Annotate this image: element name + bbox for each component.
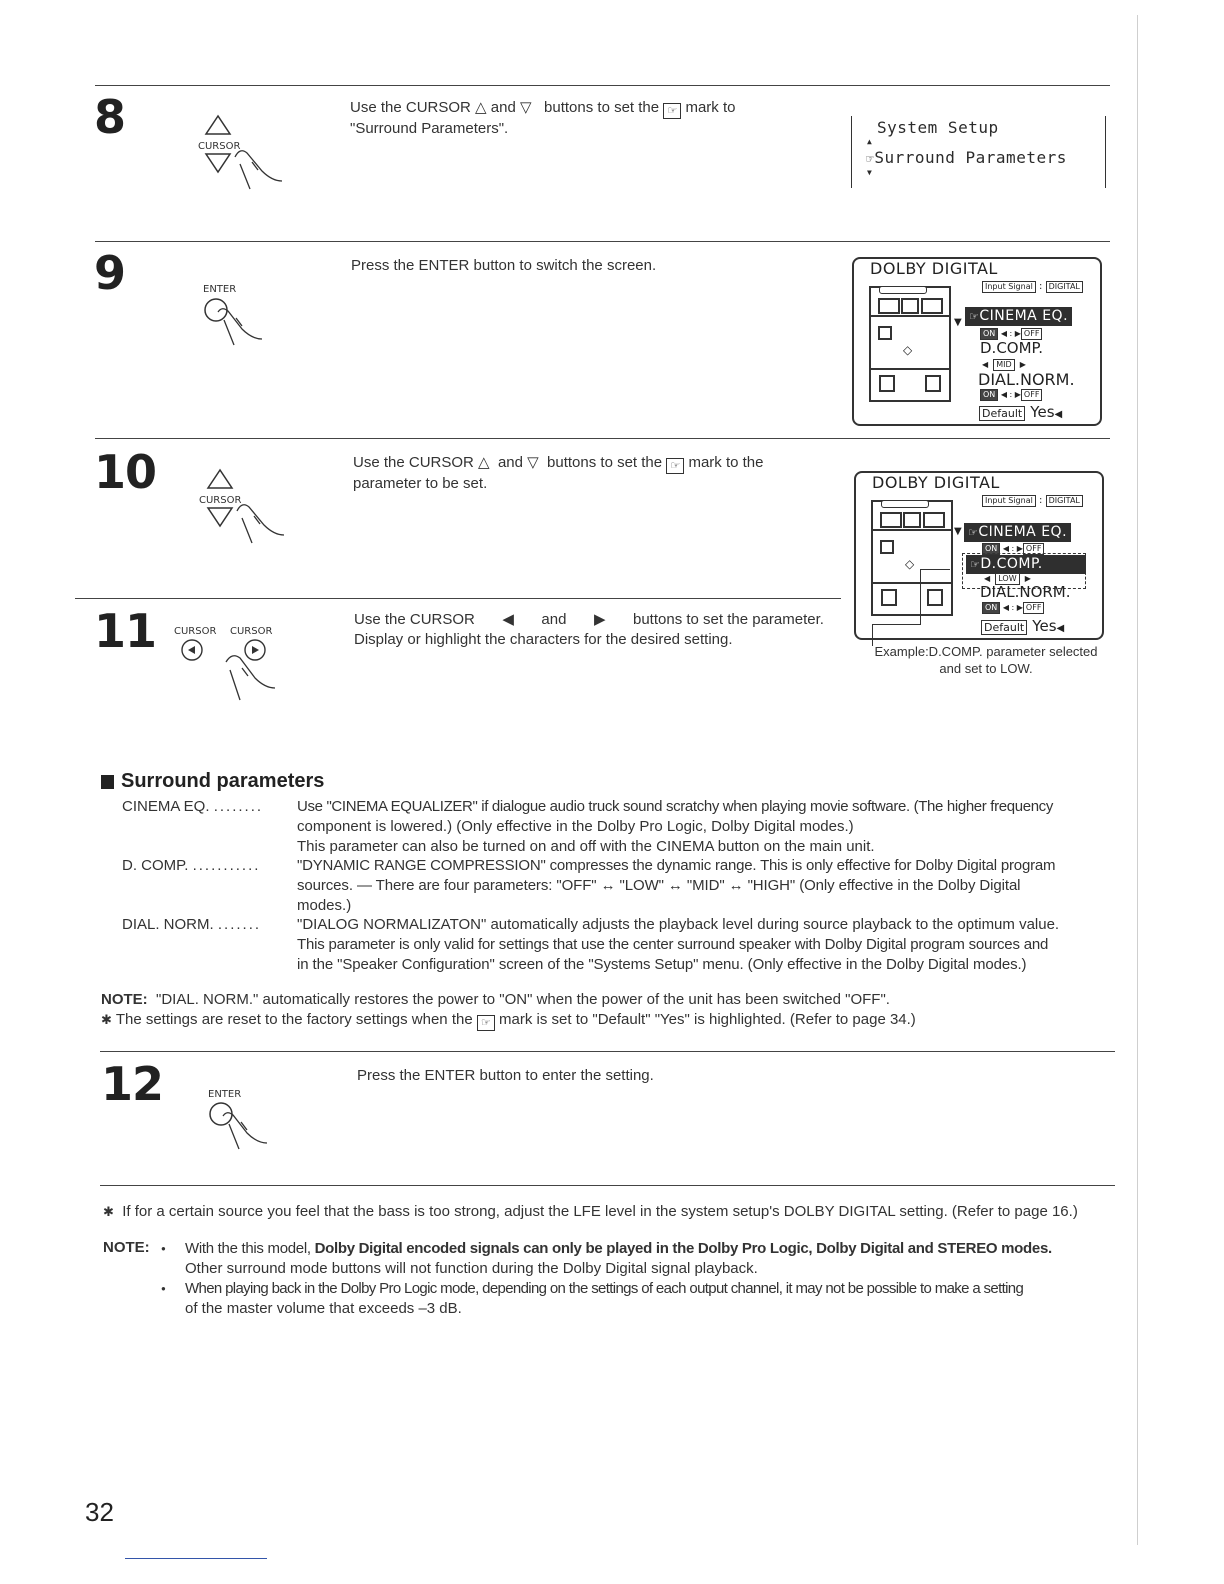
divider-step-8 [95, 85, 1110, 86]
lfe-note-text: If for a certain source you feel that the bass is too strong, adjust the LFE level in the system setup's DOLBY DIGITAL setting. (Refer to page 16.) [122, 1203, 1078, 1220]
colon: : [1039, 281, 1043, 292]
note-b1-c: Other surround mode buttons will not function during the Dolby Digital signal playback. [185, 1260, 758, 1277]
step-10-and: and [497, 454, 523, 471]
reset-text-a: The settings are reset to the factory settings when the [115, 1011, 473, 1028]
param-name: CINEMA EQ. [122, 798, 210, 815]
step-10-text-c: mark to the [688, 454, 764, 471]
off-tag: OFF [1023, 543, 1045, 555]
speaker-layout: ◇ [869, 286, 951, 402]
osd-caption-line-1: Example:D.COMP. parameter selected [874, 644, 1098, 659]
surround-parameters-line [866, 148, 1067, 167]
step-mark-icon: ☞ [666, 458, 684, 474]
param-desc-line: This parameter can also be turned on and off with the CINEMA button on the main unit. [297, 838, 875, 855]
step-12-instruction: Press the ENTER button to enter the setting. [357, 1067, 654, 1084]
footer-note-label: NOTE: [103, 1239, 150, 1256]
divider-bottom [100, 1185, 1115, 1186]
param-dots: ........ [213, 798, 264, 815]
leader-line [920, 569, 950, 570]
step-8-text-d: "Surround Parameters". [350, 120, 509, 137]
step-mark-icon: ☞ [663, 103, 681, 119]
up-arrow-icon: ▲ [867, 137, 872, 146]
off-tag: OFF [1023, 602, 1045, 614]
cinema-eq-label: CINEMA EQ. [979, 308, 1069, 324]
cursor-button-label: CURSOR [198, 141, 241, 152]
enter-hand-icon [198, 296, 288, 356]
step-number-8: 8 [94, 90, 126, 144]
leader-line [872, 624, 921, 625]
footer-bullet-2-text [185, 1279, 1125, 1319]
default-tag: Default [981, 620, 1027, 635]
bottom-rule [125, 1558, 267, 1559]
note-label: NOTE: [101, 991, 148, 1008]
mid-tag: MID [993, 359, 1014, 371]
param-desc-line: Use "CINEMA EQUALIZER" if dialogue audio truck sound scratchy when playing movie software. (The higher frequency [297, 798, 1053, 815]
footer-bullet-1-text [185, 1239, 1125, 1279]
cinema-eq-highlight [965, 307, 1072, 326]
on-tag: ON [982, 602, 1000, 614]
pointer-icon: ☞ [969, 310, 980, 323]
yes-label: Yes [1030, 403, 1055, 421]
d-comp-value: ◀ MID ▶ [982, 360, 1026, 369]
surround-parameters-text: Surround Parameters [874, 148, 1067, 167]
param-cinema-eq [122, 797, 1122, 857]
on-tag: ON [980, 389, 998, 401]
cursor-up-down-hand-icon [190, 112, 300, 192]
d-comp-label: D.COMP. [980, 339, 1044, 357]
down-arrow-icon: ▼ [867, 168, 872, 177]
param-desc-line: component is lowered.) (Only effective in the Dolby Pro Logic, Dolby Digital modes.) [297, 818, 854, 835]
off-tag: OFF [1021, 389, 1043, 401]
yes-label: Yes [1032, 617, 1057, 635]
step-mark-icon: ☞ [477, 1015, 495, 1031]
default-tag: Default [979, 406, 1025, 421]
pointer-icon: ☞ [970, 558, 981, 571]
step-number-11: 11 [94, 604, 157, 658]
low-tag: LOW [995, 573, 1019, 585]
input-signal-tag: Input Signal [982, 281, 1036, 293]
cinema-eq-highlight [964, 523, 1071, 542]
colon: : [1039, 495, 1043, 506]
param-name: D. COMP. [122, 857, 189, 874]
system-setup-title: System Setup [877, 118, 999, 137]
pointer-icon: ☞ [968, 526, 979, 539]
note-b2-b: of the master volume that exceeds –3 dB. [185, 1300, 462, 1317]
divider-step-9 [95, 241, 1110, 242]
param-dots: ....... [217, 916, 262, 933]
page-edge-line [1137, 15, 1138, 1545]
step-number-12: 12 [101, 1057, 164, 1111]
enter-button-label: ENTER [203, 284, 237, 295]
cursor-right-label: CURSOR [230, 626, 273, 637]
section-bullet-square [101, 775, 114, 789]
speaker-layout: ◇ [871, 500, 953, 616]
down-triangle-icon: ▽ [519, 99, 532, 116]
d-comp-highlight [966, 555, 1086, 574]
cursor-left-label: CURSOR [174, 626, 217, 637]
step-8-text-b: buttons to set the [544, 99, 660, 116]
cursor-up-down-hand-icon [192, 466, 302, 546]
param-desc-line: modes.) [297, 897, 352, 914]
osd-caption [866, 643, 1106, 677]
step-8-text-a: Use the CURSOR [350, 99, 471, 116]
note-b2-a: When playing back in the Dolby Pro Logic mode, depending on the settings of each output channel, it may not be possible to make a setting [185, 1280, 1024, 1297]
step-11-text-b: buttons to set the parameter. [633, 611, 824, 628]
footer-bullet-2 [161, 1279, 166, 1299]
osd-title: DOLBY DIGITAL [870, 259, 998, 278]
param-name: DIAL. NORM. [122, 916, 214, 933]
step-number-9: 9 [94, 246, 126, 300]
divider-step-11 [75, 598, 841, 599]
up-triangle-icon: △ [475, 99, 487, 116]
step-10-text-b: buttons to set the [547, 454, 663, 471]
input-signal-row [982, 281, 1083, 293]
step-10-instruction [353, 453, 833, 494]
osd-caption-line-2: and set to LOW. [939, 661, 1033, 676]
left-arrow-icon: ◀ [502, 611, 514, 628]
dial-norm-label: DIAL.NORM. [978, 370, 1075, 389]
step-10-text-d: parameter to be set. [353, 475, 488, 492]
step-8-instruction [350, 98, 830, 139]
step-10-text-a: Use the CURSOR [353, 454, 474, 471]
digital-tag: DIGITAL [1046, 281, 1083, 293]
enter-button-label: ENTER [208, 1089, 242, 1100]
surround-parameters-heading: Surround parameters [121, 770, 325, 792]
divider-step-10 [95, 438, 1110, 439]
param-desc-line: "DYNAMIC RANGE COMPRESSION" compresses the dynamic range. This is only effective for Dolby Digital program [297, 857, 1056, 874]
asterisk-icon: ✱ [101, 1012, 112, 1027]
param-dots: ........... [192, 857, 261, 874]
param-desc-line: sources. — There are four parameters: "OFF" ↔ "LOW" ↔ "MID" ↔ "HIGH" (Only effective in the Dolby Digital [297, 877, 1021, 894]
cinema-eq-label: CINEMA EQ. [978, 524, 1068, 540]
cinema-eq-value: ON ◀ : ▶ OFF [982, 543, 1044, 555]
osd-title: DOLBY DIGITAL [872, 473, 1000, 492]
lfe-note [103, 1203, 1078, 1220]
param-desc-line: This parameter is only valid for settings that use the center surround speaker with Dolby Digital program sources and [297, 936, 1049, 953]
cinema-eq-row: ▼ [954, 317, 962, 328]
down-triangle-icon: ▽ [527, 454, 539, 471]
d-comp-value: ◀ LOW ▶ [984, 574, 1031, 583]
bullet-icon: ● [161, 1244, 166, 1253]
note-b1-a: With the this model, [185, 1240, 311, 1257]
default-row: Default Yes◀ [981, 616, 1064, 635]
cinema-eq-value: ON ◀ : ▶ OFF [980, 328, 1042, 340]
dial-norm-label: DIAL.NORM. [980, 583, 1071, 601]
up-triangle-icon: △ [478, 454, 490, 471]
on-tag: ON [980, 328, 998, 340]
off-tag: OFF [1021, 328, 1043, 340]
step-8-and: and [490, 99, 516, 116]
cursor-button-label: CURSOR [199, 495, 242, 506]
note-text: "DIAL. NORM." automatically restores the power to "ON" when the power of the unit has been switched "OFF". [156, 991, 890, 1008]
param-desc-line: in the "Speaker Configuration" screen of the "Systems Setup" menu. (Only effective in the Dolby Digital modes.) [297, 956, 1027, 973]
digital-tag: DIGITAL [1046, 495, 1083, 507]
step-11-and: and [541, 611, 567, 628]
pointer-icon: ☞ [866, 152, 875, 167]
reset-text-b: mark is set to "Default" "Yes" is highlighted. (Refer to page 34.) [499, 1011, 916, 1028]
step-9-instruction: Press the ENTER button to switch the screen. [351, 257, 657, 274]
right-arrow-icon: ▶ [593, 611, 606, 628]
step-number-10: 10 [94, 445, 157, 499]
divider-step-12 [100, 1051, 1115, 1052]
on-tag: ON [982, 543, 1000, 555]
d-comp-label: D.COMP. [980, 556, 1043, 572]
asterisk-icon: ✱ [103, 1204, 114, 1219]
param-dial-norm [122, 915, 1122, 975]
default-row: Default Yes◀ [979, 402, 1062, 421]
reset-note [101, 1011, 916, 1031]
cursor-left-right-hand-icon [180, 638, 290, 708]
note-b1-bold: Dolby Digital encoded signals can only be played in the Dolby Pro Logic, Dolby Digital and STEREO modes. [314, 1240, 1052, 1257]
page-number: 32 [85, 1497, 114, 1527]
section-note [101, 991, 890, 1008]
osd-panel-step-9 [852, 257, 1102, 426]
input-signal-row [982, 495, 1083, 507]
step-11-instruction [354, 610, 824, 650]
param-desc-line: "DIALOG NORMALIZATON" automatically adjusts the playback level during source playback to the optimum value. [297, 916, 1060, 933]
system-setup-display [851, 116, 1106, 188]
param-d-comp [122, 856, 1122, 916]
osd-panel-step-10: DOLBY DIGITAL Input Signal : DIGITAL ◇ ▼ ☞CINEMA EQ. ON ◀ : ▶ OFF ☞D.COMP. ◀ LOW ▶ DIAL.NORM. ON ◀ : ▶ OFF Default Yes◀ [854, 471, 1104, 640]
input-signal-tag: Input Signal [982, 495, 1036, 507]
enter-hand-icon [203, 1100, 293, 1160]
step-8-text-c: mark to [685, 99, 736, 116]
step-11-text-a: Use the CURSOR [354, 611, 475, 628]
bullet-icon: ● [161, 1284, 166, 1293]
step-11-text-c: Display or highlight the characters for the desired setting. [354, 631, 733, 648]
dial-norm-value: ON ◀ : ▶ OFF [982, 602, 1044, 614]
dial-norm-value: ON ◀ : ▶ OFF [980, 389, 1042, 401]
leader-line [920, 569, 921, 625]
footer-bullet-1 [161, 1239, 166, 1259]
